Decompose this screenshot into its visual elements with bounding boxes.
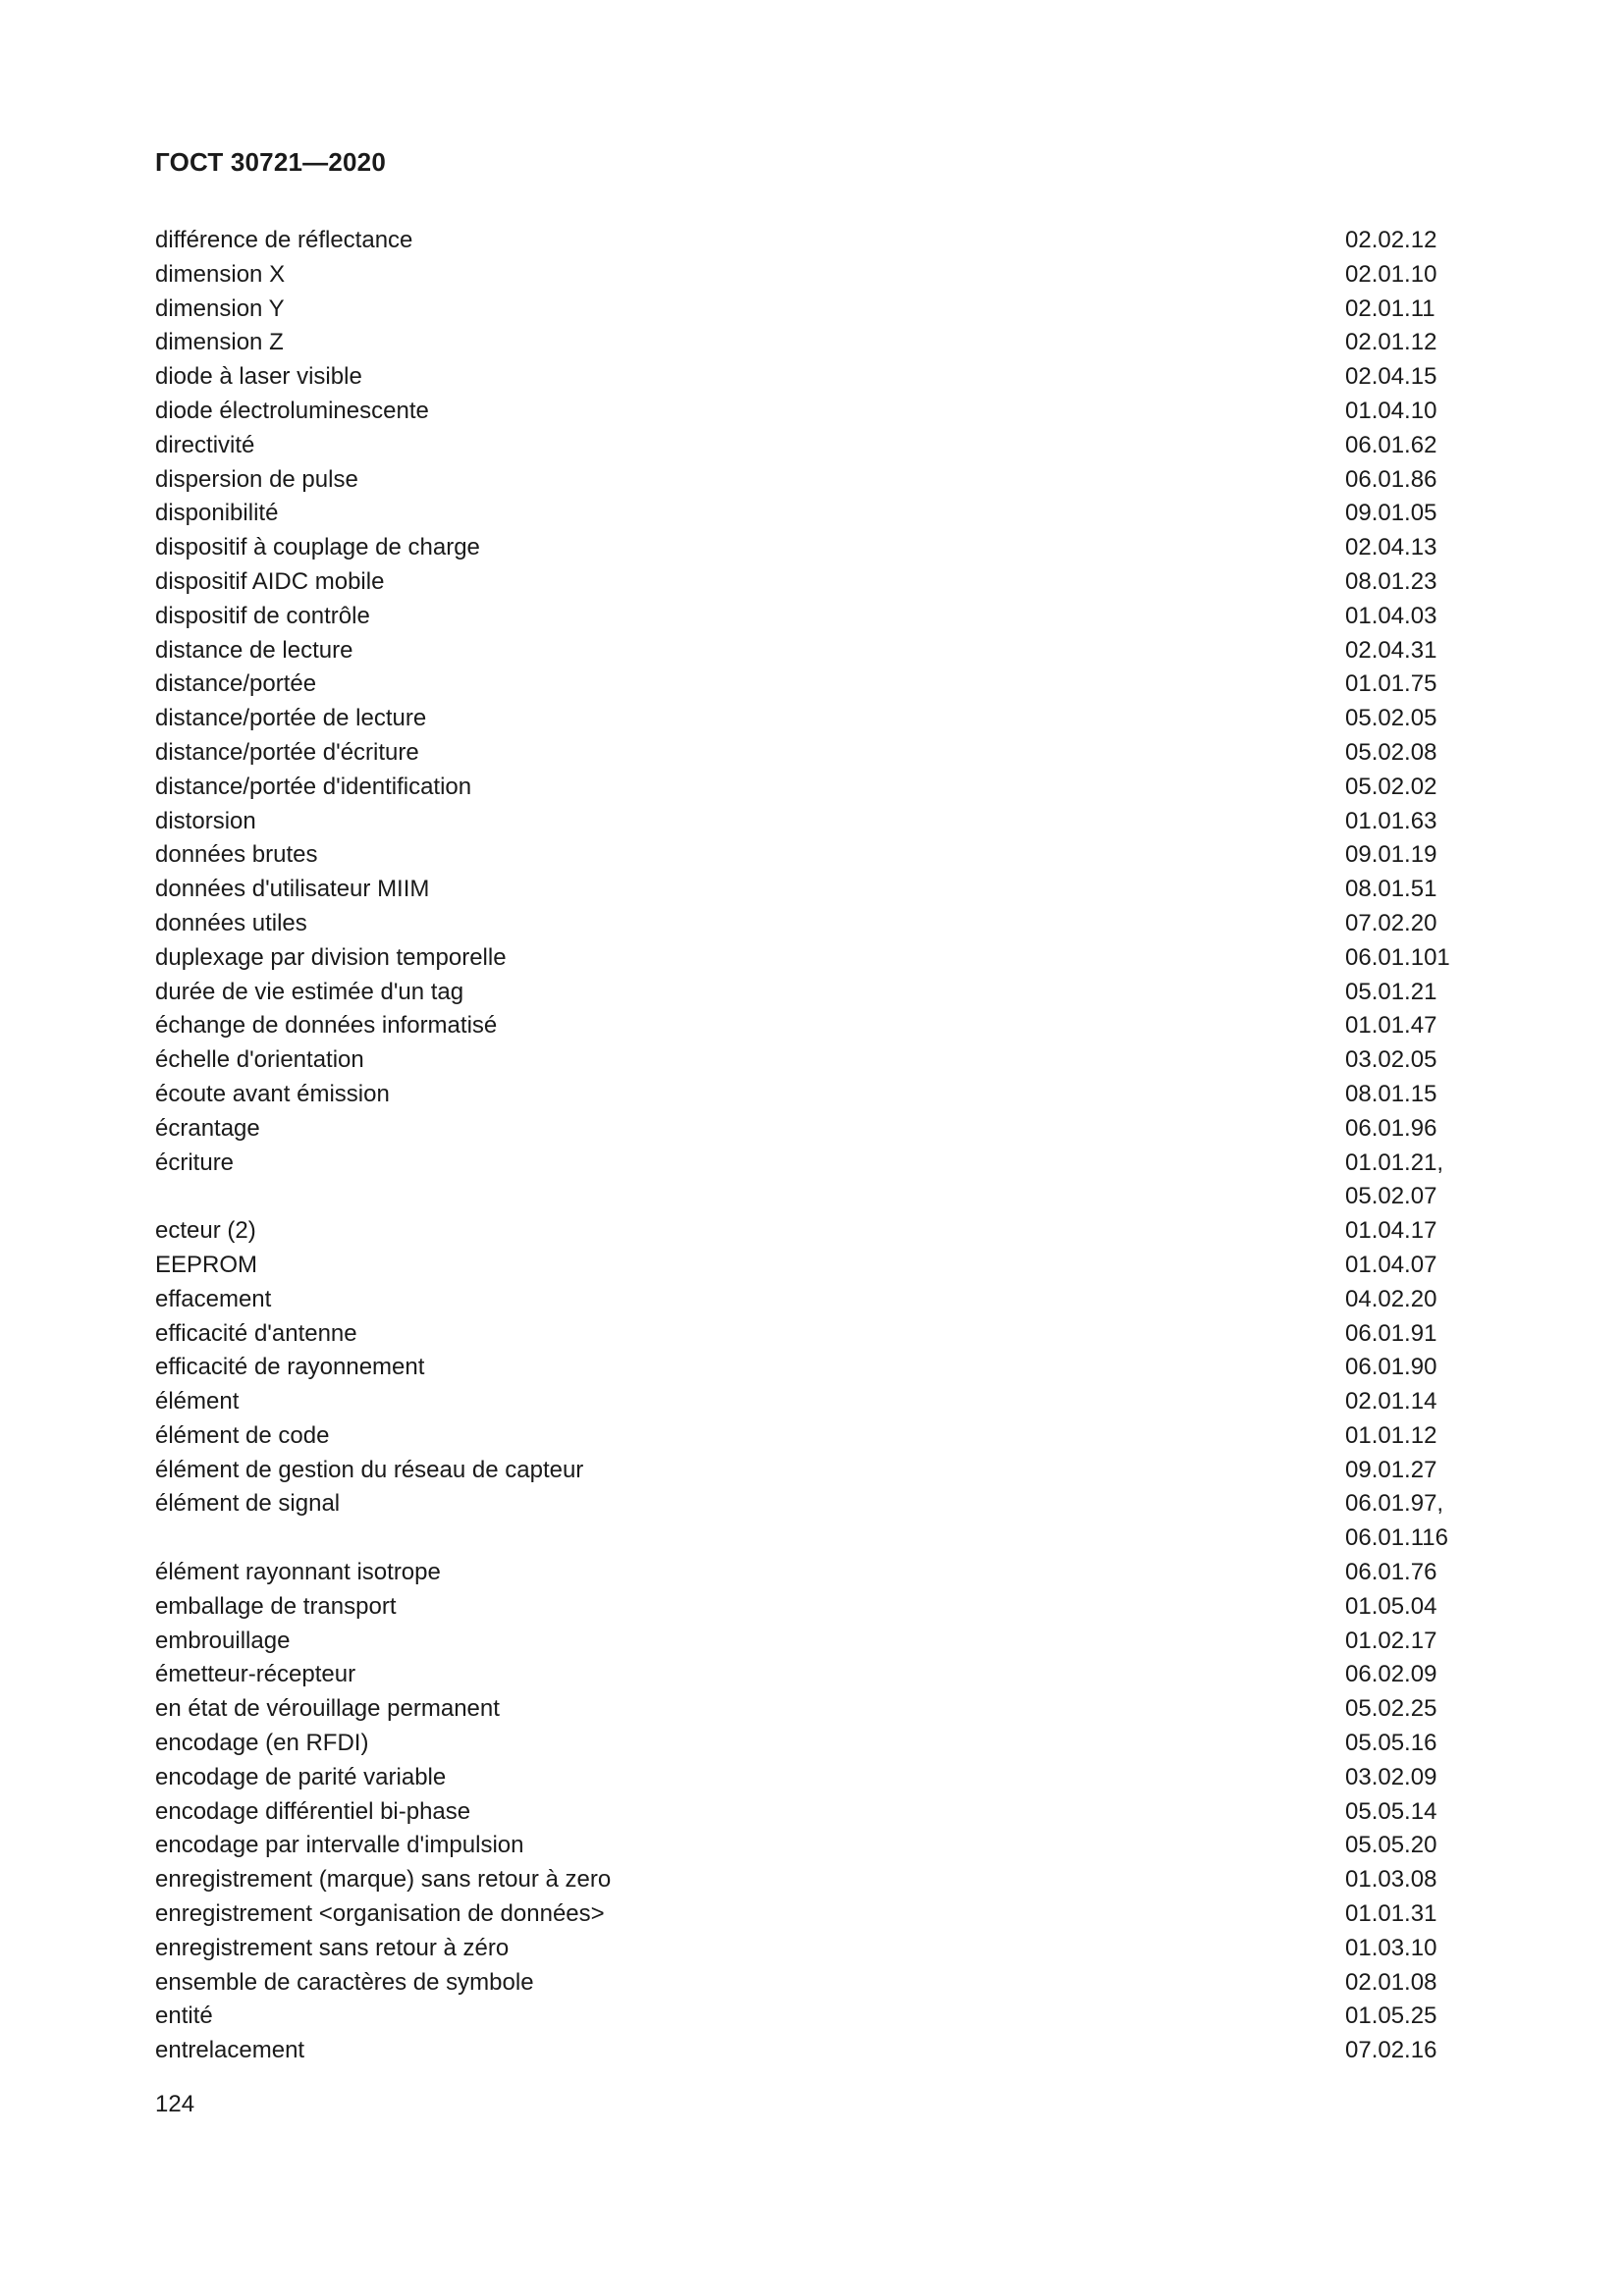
index-entry xyxy=(155,2034,1483,2068)
index-ref: 02.01.12 xyxy=(1345,329,1437,356)
index-refs xyxy=(1345,258,1483,293)
index-ref: 01.03.10 xyxy=(1345,1934,1437,1961)
index-refs xyxy=(1345,1658,1483,1692)
index-entry xyxy=(155,1214,1483,1249)
index-ref: 02.01.11 xyxy=(1345,294,1435,322)
index-entry xyxy=(155,258,1483,293)
index-entry xyxy=(155,667,1483,702)
index-entry xyxy=(155,805,1483,839)
index-refs xyxy=(1345,838,1483,873)
index-term: efficacité d'antenne xyxy=(155,1319,357,1347)
index-ref: 05.02.25 xyxy=(1345,1695,1437,1723)
index-entry xyxy=(155,1761,1483,1795)
index-ref: 01.01.12 xyxy=(1345,1421,1437,1449)
index-entry xyxy=(155,1658,1483,1692)
index-ref: 01.05.04 xyxy=(1345,1592,1437,1620)
index-refs xyxy=(1345,360,1483,395)
index-refs xyxy=(1345,1863,1483,1897)
index-entry xyxy=(155,1249,1483,1283)
index-term: différence de réflectance xyxy=(155,227,413,253)
index-refs xyxy=(1345,1625,1483,1659)
index-entry xyxy=(155,1009,1483,1043)
index-entry xyxy=(155,1147,1483,1215)
index-term: dimension X xyxy=(155,260,286,288)
index-ref: 05.01.21 xyxy=(1345,978,1437,1005)
index-ref: 01.01.47 xyxy=(1345,1012,1437,1040)
index-refs xyxy=(1345,1078,1483,1112)
index-entry xyxy=(155,1043,1483,1078)
index-ref: 06.01.96 xyxy=(1345,1114,1437,1142)
index-ref: 07.02.16 xyxy=(1345,2037,1437,2064)
document-header: ГОСТ 30721—2020 xyxy=(155,147,386,177)
index-entry xyxy=(155,463,1483,498)
index-entry xyxy=(155,1556,1483,1590)
index-entry xyxy=(155,1692,1483,1727)
index-entry xyxy=(155,1419,1483,1454)
index-refs xyxy=(1345,1283,1483,1317)
index-entry xyxy=(155,1625,1483,1659)
index-term: dispositif AIDC mobile xyxy=(155,567,385,595)
index-ref: 02.01.14 xyxy=(1345,1388,1437,1415)
index-refs xyxy=(1345,326,1483,360)
index-term: dispositif de contrôle xyxy=(155,602,370,629)
index-term: encodage par intervalle d'impulsion xyxy=(155,1832,524,1859)
index-term: duplexage par division temporelle xyxy=(155,943,507,971)
index-term: encodage (en RFDI) xyxy=(155,1730,369,1757)
index-term: dimension Y xyxy=(155,294,285,322)
index-ref: 02.01.10 xyxy=(1345,260,1437,288)
index-term: distance de lecture xyxy=(155,636,353,664)
index-entry xyxy=(155,1727,1483,1761)
index-term: en état de vérouillage permanent xyxy=(155,1695,500,1723)
index-ref: 06.01.91 xyxy=(1345,1319,1437,1347)
index-entry xyxy=(155,976,1483,1010)
index-term: écrantage xyxy=(155,1114,260,1142)
index-refs xyxy=(1345,1009,1483,1043)
index-ref: 04.02.20 xyxy=(1345,1285,1437,1312)
index-term: enregistrement (marque) sans retour à zero xyxy=(155,1866,612,1894)
index-refs xyxy=(1345,395,1483,429)
index-term: élément rayonnant isotrope xyxy=(155,1559,441,1586)
index-entry xyxy=(155,1897,1483,1932)
index-ref: 02.04.31 xyxy=(1345,636,1437,664)
index-ref: 01.02.17 xyxy=(1345,1627,1437,1654)
index-refs xyxy=(1345,873,1483,907)
index-term: effacement xyxy=(155,1285,272,1312)
index-refs xyxy=(1345,1112,1483,1147)
index-refs xyxy=(1345,531,1483,565)
index-ref: 06.01.97, xyxy=(1345,1490,1444,1518)
index-refs xyxy=(1345,565,1483,600)
index-term: données utiles xyxy=(155,909,307,936)
index-term: durée de vie estimée d'un tag xyxy=(155,978,464,1005)
index-refs xyxy=(1345,941,1483,976)
index-term: émetteur-récepteur xyxy=(155,1661,356,1688)
index-refs xyxy=(1345,1385,1483,1419)
index-ref: 02.04.13 xyxy=(1345,534,1437,561)
index-refs xyxy=(1345,1795,1483,1830)
index-ref: 06.01.76 xyxy=(1345,1559,1437,1586)
index-ref: 08.01.15 xyxy=(1345,1080,1437,1107)
index-ref: 01.04.03 xyxy=(1345,602,1437,629)
index-entry xyxy=(155,2000,1483,2034)
index-term: EEPROM xyxy=(155,1251,258,1278)
index-refs xyxy=(1345,1147,1483,1215)
index-ref: 06.02.09 xyxy=(1345,1661,1437,1688)
index-ref: 01.01.21, xyxy=(1345,1148,1444,1176)
index-term: échelle d'orientation xyxy=(155,1046,364,1074)
index-refs xyxy=(1345,1829,1483,1863)
index-term: élément de signal xyxy=(155,1490,341,1518)
index-term: encodage de parité variable xyxy=(155,1763,447,1790)
index-refs xyxy=(1345,1932,1483,1966)
index-ref: 06.01.86 xyxy=(1345,465,1437,493)
index-term: distance/portée de lecture xyxy=(155,705,427,732)
index-ref: 07.02.20 xyxy=(1345,909,1437,936)
index-ref: 01.04.07 xyxy=(1345,1251,1437,1278)
index-refs xyxy=(1345,1043,1483,1078)
index-term: dimension Z xyxy=(155,329,284,356)
index-refs xyxy=(1345,1556,1483,1590)
index-term: ensemble de caractères de symbole xyxy=(155,1968,534,1996)
index-refs xyxy=(1345,293,1483,327)
index-term: échange de données informatisé xyxy=(155,1012,498,1040)
index-ref: 01.01.63 xyxy=(1345,807,1437,834)
index-term: efficacité de rayonnement xyxy=(155,1354,425,1381)
index-ref: 03.02.09 xyxy=(1345,1763,1437,1790)
index-entry xyxy=(155,1454,1483,1488)
index-ref: 01.04.10 xyxy=(1345,397,1437,424)
index-entry xyxy=(155,702,1483,736)
index-term: distance/portée xyxy=(155,670,317,698)
index-ref: 05.05.14 xyxy=(1345,1797,1437,1825)
index-refs xyxy=(1345,667,1483,702)
index-ref: 05.02.05 xyxy=(1345,705,1437,732)
index-entry xyxy=(155,1863,1483,1897)
index-entry xyxy=(155,873,1483,907)
index-entry xyxy=(155,1795,1483,1830)
index-entry xyxy=(155,531,1483,565)
index-entry xyxy=(155,634,1483,668)
index-refs xyxy=(1345,463,1483,498)
index-refs xyxy=(1345,1897,1483,1932)
index-term: entrelacement xyxy=(155,2037,305,2064)
index-term: ecteur (2) xyxy=(155,1217,256,1245)
index-ref: 01.05.25 xyxy=(1345,2002,1437,2030)
index-entry xyxy=(155,429,1483,463)
index-ref: 05.02.07 xyxy=(1345,1183,1437,1210)
index-ref: 09.01.19 xyxy=(1345,841,1437,869)
index-refs xyxy=(1345,2034,1483,2068)
index-entry xyxy=(155,1112,1483,1147)
index-term: élément de code xyxy=(155,1421,330,1449)
index-term: données d'utilisateur MIIM xyxy=(155,876,430,903)
index-ref: 08.01.51 xyxy=(1345,876,1437,903)
index-refs xyxy=(1345,1727,1483,1761)
index-ref: 01.01.75 xyxy=(1345,670,1437,698)
index-ref: 06.01.90 xyxy=(1345,1354,1437,1381)
index-refs xyxy=(1345,429,1483,463)
index-entry xyxy=(155,941,1483,976)
index-entry xyxy=(155,1590,1483,1625)
index-term: dispositif à couplage de charge xyxy=(155,534,480,561)
index-ref: 02.02.12 xyxy=(1345,227,1437,253)
index-refs xyxy=(1345,634,1483,668)
index-refs xyxy=(1345,976,1483,1010)
index-refs xyxy=(1345,1317,1483,1352)
index-entry xyxy=(155,395,1483,429)
index-entry xyxy=(155,497,1483,531)
index-entry xyxy=(155,1829,1483,1863)
index-term: enregistrement sans retour à zéro xyxy=(155,1934,510,1961)
index-term: embrouillage xyxy=(155,1627,291,1654)
index-refs xyxy=(1345,497,1483,531)
index-ref: 09.01.05 xyxy=(1345,500,1437,527)
index-ref: 01.04.17 xyxy=(1345,1217,1437,1245)
index-entry xyxy=(155,565,1483,600)
index-entry xyxy=(155,1487,1483,1556)
index-ref: 06.01.62 xyxy=(1345,431,1437,458)
index-entry xyxy=(155,736,1483,771)
index-entry xyxy=(155,360,1483,395)
index-term: emballage de transport xyxy=(155,1592,397,1620)
index-term: élément de gestion du réseau de capteur xyxy=(155,1456,584,1483)
index-ref: 05.02.08 xyxy=(1345,738,1437,766)
index-term: écoute avant émission xyxy=(155,1080,390,1107)
index-entry xyxy=(155,1283,1483,1317)
index-term: directivité xyxy=(155,431,255,458)
term-index-list xyxy=(155,224,1483,2068)
index-term: dispersion de pulse xyxy=(155,465,358,493)
index-ref: 05.05.20 xyxy=(1345,1832,1437,1859)
index-term: entité xyxy=(155,2002,213,2030)
index-refs xyxy=(1345,736,1483,771)
index-term: distance/portée d'écriture xyxy=(155,738,419,766)
index-ref: 08.01.23 xyxy=(1345,567,1437,595)
index-term: distance/portée d'identification xyxy=(155,773,472,800)
index-entry xyxy=(155,1385,1483,1419)
index-ref: 06.01.101 xyxy=(1345,943,1450,971)
index-term: données brutes xyxy=(155,841,318,869)
index-ref: 05.05.16 xyxy=(1345,1730,1437,1757)
index-term: diode électroluminescente xyxy=(155,397,429,424)
index-refs xyxy=(1345,1454,1483,1488)
index-ref: 06.01.116 xyxy=(1345,1524,1448,1552)
index-entry xyxy=(155,1966,1483,2001)
index-term: enregistrement <organisation de données> xyxy=(155,1900,605,1928)
index-refs xyxy=(1345,2000,1483,2034)
index-entry xyxy=(155,1317,1483,1352)
index-ref: 02.04.15 xyxy=(1345,363,1437,391)
index-ref: 01.01.31 xyxy=(1345,1900,1437,1928)
index-refs xyxy=(1345,1487,1483,1556)
index-refs xyxy=(1345,1214,1483,1249)
index-refs xyxy=(1345,224,1483,258)
index-refs xyxy=(1345,1351,1483,1385)
index-refs xyxy=(1345,805,1483,839)
index-refs xyxy=(1345,702,1483,736)
index-refs xyxy=(1345,1692,1483,1727)
index-entry xyxy=(155,600,1483,634)
index-entry xyxy=(155,771,1483,805)
index-ref: 02.01.08 xyxy=(1345,1968,1437,1996)
index-refs xyxy=(1345,1249,1483,1283)
index-refs xyxy=(1345,907,1483,941)
index-refs xyxy=(1345,1761,1483,1795)
index-refs xyxy=(1345,1419,1483,1454)
index-refs xyxy=(1345,600,1483,634)
index-entry xyxy=(155,1351,1483,1385)
index-entry xyxy=(155,326,1483,360)
index-entry xyxy=(155,1932,1483,1966)
index-ref: 01.03.08 xyxy=(1345,1866,1437,1894)
index-entry xyxy=(155,293,1483,327)
index-entry xyxy=(155,1078,1483,1112)
index-term: élément xyxy=(155,1388,240,1415)
index-term: encodage différentiel bi-phase xyxy=(155,1797,471,1825)
index-ref: 05.02.02 xyxy=(1345,773,1437,800)
index-term: disponibilité xyxy=(155,500,279,527)
index-ref: 09.01.27 xyxy=(1345,1456,1437,1483)
index-entry xyxy=(155,224,1483,258)
index-term: diode à laser visible xyxy=(155,363,362,391)
page-number: 124 xyxy=(155,2091,195,2117)
index-entry xyxy=(155,838,1483,873)
index-term: écriture xyxy=(155,1148,235,1176)
index-refs xyxy=(1345,1590,1483,1625)
index-term: distorsion xyxy=(155,807,256,834)
index-refs xyxy=(1345,771,1483,805)
index-ref: 03.02.05 xyxy=(1345,1046,1437,1074)
index-entry xyxy=(155,907,1483,941)
index-refs xyxy=(1345,1966,1483,2001)
